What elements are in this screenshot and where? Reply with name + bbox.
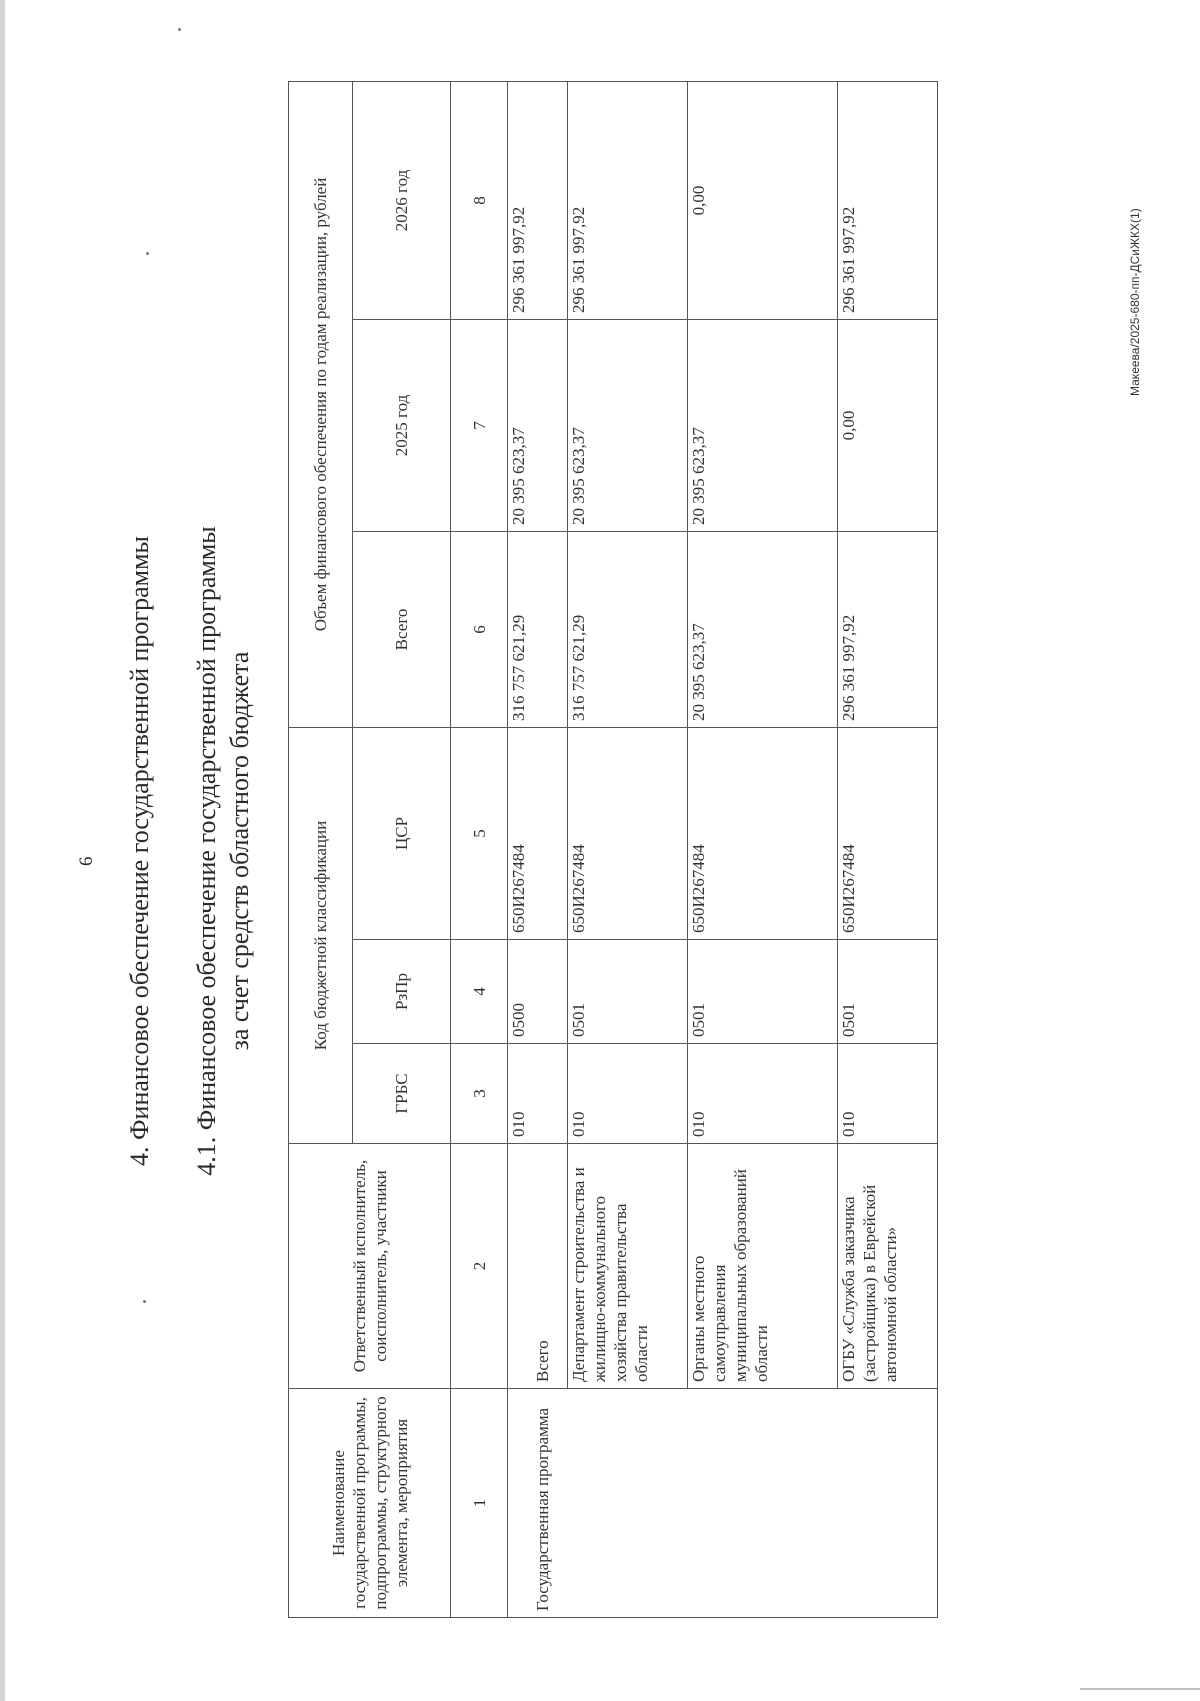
column-number: 8 bbox=[451, 81, 508, 319]
header-name: Наименование государственной программы, подпрограммы, структурного элемента, мероприятия bbox=[289, 1389, 451, 1618]
program-name-cell: Государственная программа bbox=[508, 1389, 938, 1618]
csr-cell: 650И267484 bbox=[568, 727, 688, 939]
rzpr-cell: 0501 bbox=[838, 940, 938, 1044]
grbs-cell: 010 bbox=[838, 1044, 938, 1144]
total-cell: 296 361 997,92 bbox=[838, 531, 938, 727]
subsection-heading bbox=[190, 1, 256, 1701]
subsection-heading-line1: 4.1. Финансовое обеспечение государственной программы bbox=[192, 526, 221, 1176]
subsection-heading-line2: за счет средств областного бюджета bbox=[225, 651, 254, 1051]
y2026-cell: 296 361 997,92 bbox=[838, 81, 938, 319]
column-number: 1 bbox=[451, 1389, 508, 1618]
column-number: 7 bbox=[451, 319, 508, 531]
header-csr: ЦСР bbox=[353, 727, 451, 939]
header-budget-code: Код бюджетной классификации bbox=[289, 727, 353, 1143]
section-heading: 4. Финансовое обеспечение государственной программы bbox=[125, 535, 154, 1167]
page-number: 6 bbox=[76, 856, 97, 866]
rzpr-cell: 0500 bbox=[508, 940, 568, 1044]
csr-cell: 650И267484 bbox=[508, 727, 568, 939]
executor-cell: Департамент строительства и жилищно-коммунального хозяйства правительства области bbox=[568, 1144, 688, 1389]
header-2025: 2025 год bbox=[353, 319, 451, 531]
header-total: Всего bbox=[353, 531, 451, 727]
y2025-cell: 20 395 623,37 bbox=[568, 319, 688, 531]
document-code: Макеева/2025-680-пп-ДСиЖКХ(1) bbox=[1128, 208, 1142, 396]
y2026-cell: 296 361 997,92 bbox=[508, 81, 568, 319]
funding-table bbox=[288, 81, 938, 1618]
grbs-cell: 010 bbox=[508, 1044, 568, 1144]
y2026-cell: 0,00 bbox=[688, 81, 838, 319]
total-cell: 316 757 621,29 bbox=[508, 531, 568, 727]
table-row bbox=[688, 81, 838, 1617]
table-row bbox=[568, 81, 688, 1617]
total-cell: 20 395 623,37 bbox=[688, 531, 838, 727]
header-grbs: ГРБС bbox=[353, 1044, 451, 1144]
header-executor: Ответственный исполнитель, соисполнитель, участники bbox=[289, 1144, 451, 1389]
csr-cell: 650И267484 bbox=[838, 727, 938, 939]
grbs-cell: 010 bbox=[568, 1044, 688, 1144]
executor-cell: Всего bbox=[508, 1144, 568, 1389]
rzpr-cell: 0501 bbox=[688, 940, 838, 1044]
csr-cell: 650И267484 bbox=[688, 727, 838, 939]
total-cell: 316 757 621,29 bbox=[568, 531, 688, 727]
executor-cell: Органы местного самоуправления муниципальных образований области bbox=[688, 1144, 838, 1389]
column-number: 6 bbox=[451, 531, 508, 727]
executor-cell: ОГБУ «Служба заказчика (застройщика) в Еврейской автономной области» bbox=[838, 1144, 938, 1389]
table-row bbox=[838, 81, 938, 1617]
y2025-cell: 20 395 623,37 bbox=[508, 319, 568, 531]
y2026-cell: 296 361 997,92 bbox=[568, 81, 688, 319]
grbs-cell: 010 bbox=[688, 1044, 838, 1144]
column-number: 4 bbox=[451, 940, 508, 1044]
table-row bbox=[508, 81, 568, 1617]
header-rzpr: РзПр bbox=[353, 940, 451, 1044]
column-number: 2 bbox=[451, 1144, 508, 1389]
header-funding: Объем финансового обеспечения по годам реализации, рублей bbox=[289, 81, 353, 727]
rzpr-cell: 0501 bbox=[568, 940, 688, 1044]
column-number: 3 bbox=[451, 1044, 508, 1144]
column-number-row bbox=[451, 81, 508, 1617]
y2025-cell: 0,00 bbox=[838, 319, 938, 531]
column-number: 5 bbox=[451, 727, 508, 939]
y2025-cell: 20 395 623,37 bbox=[688, 319, 838, 531]
header-2026: 2026 год bbox=[353, 81, 451, 319]
